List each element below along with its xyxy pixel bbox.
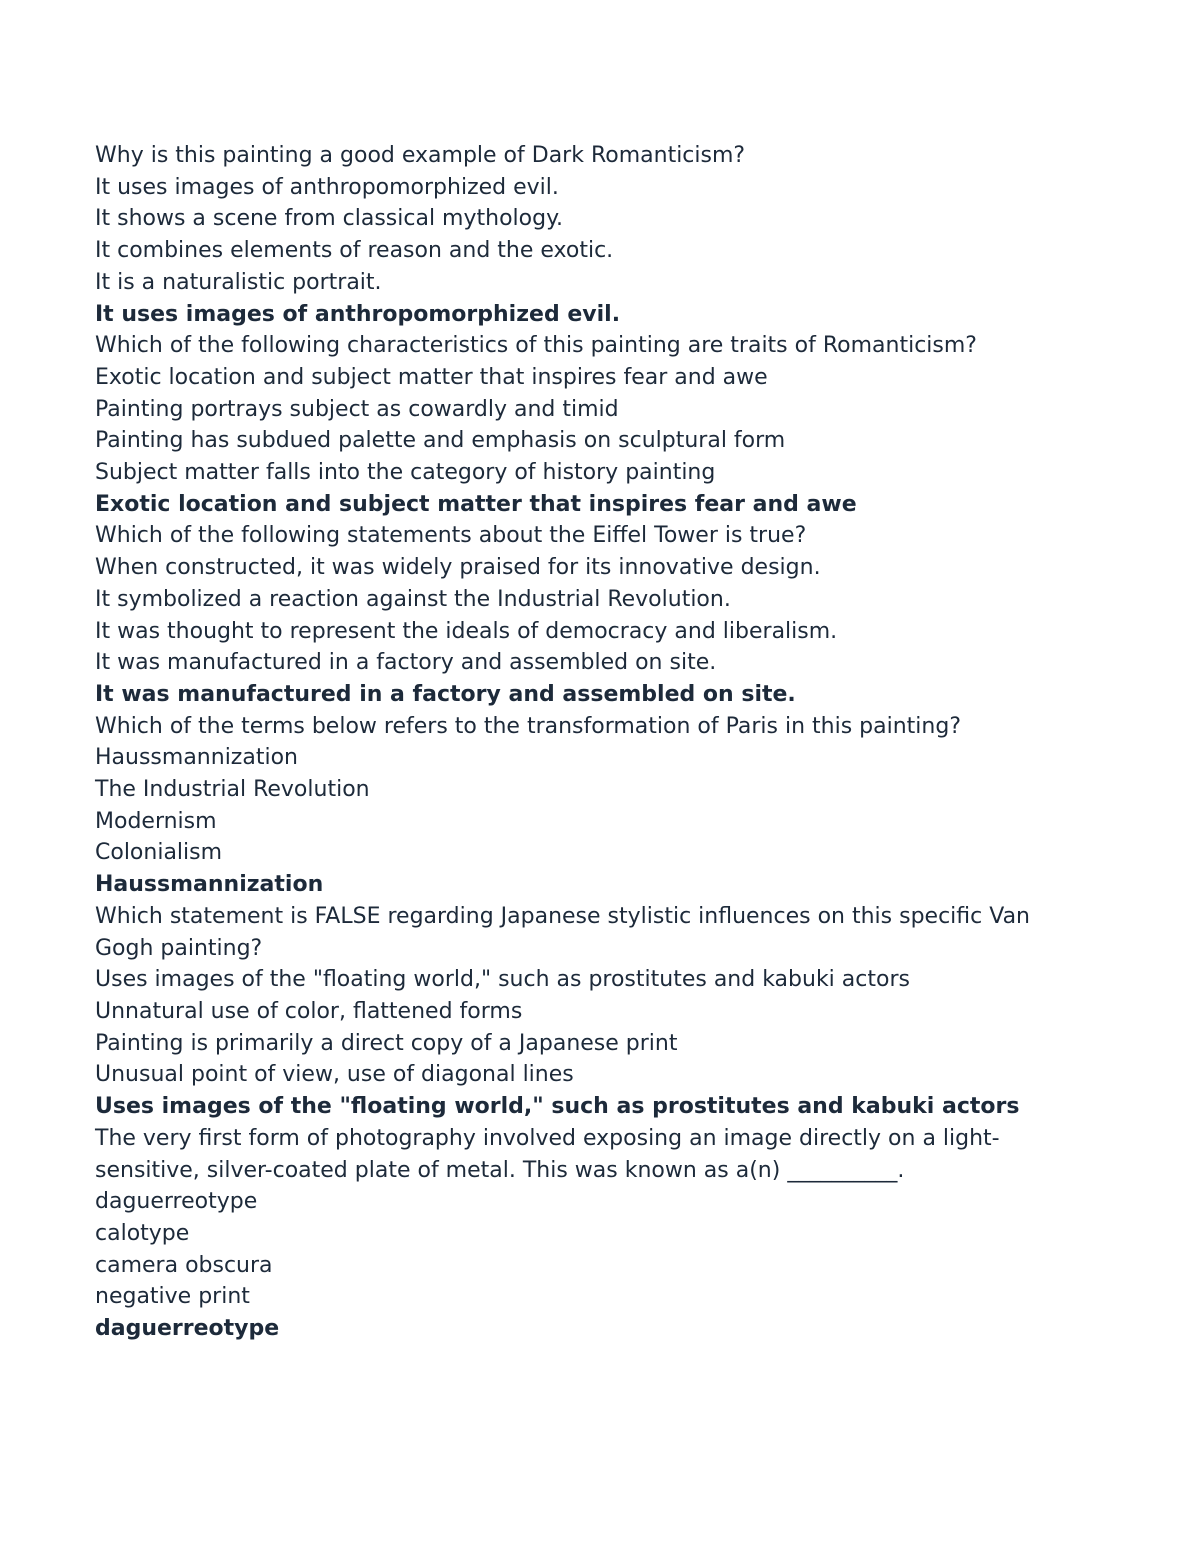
option-text: camera obscura: [95, 1252, 273, 1278]
option-text: Unusual point of view, use of diagonal lines: [95, 1062, 574, 1088]
answer-text: Uses images of the "floating world," such as prostitutes and kabuki actors: [95, 1094, 1020, 1120]
option-text: When constructed, it was widely praised for its innovative design.: [95, 555, 821, 581]
question-block-2: [95, 330, 1065, 520]
option-text: Painting portrays subject as cowardly and timid: [95, 396, 619, 422]
option-text: It was manufactured in a factory and assembled on site.: [95, 650, 717, 676]
option-text: negative print: [95, 1284, 250, 1310]
option-text: It was thought to represent the ideals of democracy and liberalism.: [95, 618, 838, 644]
option-text: It symbolized a reaction against the Industrial Revolution.: [95, 586, 731, 612]
question-text: Which of the terms below refers to the transformation of Paris in this painting?: [95, 713, 962, 739]
answer-text: It uses images of anthropomorphized evil.: [95, 301, 621, 327]
document-page: [95, 140, 1065, 1345]
option-text: Uses images of the "floating world," such as prostitutes and kabuki actors: [95, 967, 910, 993]
option-text: It uses images of anthropomorphized evil.: [95, 174, 559, 200]
option-text: Unnatural use of color, flattened forms: [95, 998, 523, 1024]
option-text: It shows a scene from classical mythology.: [95, 206, 563, 232]
option-text: daguerreotype: [95, 1189, 258, 1215]
question-block-4: [95, 711, 1065, 901]
question-text: Which statement is FALSE regarding Japanese stylistic influences on this specific Van Gogh painting?: [95, 903, 1030, 961]
option-text: Colonialism: [95, 840, 223, 866]
question-text: Which of the following characteristics of this painting are traits of Romanticism?: [95, 333, 977, 359]
question-block-6: [95, 1123, 1065, 1345]
answer-text: Exotic location and subject matter that inspires fear and awe: [95, 491, 857, 517]
answer-text: daguerreotype: [95, 1316, 280, 1342]
option-text: Painting has subdued palette and emphasis on sculptural form: [95, 428, 786, 454]
question-text: Why is this painting a good example of Dark Romanticism?: [95, 143, 746, 168]
option-text: Painting is primarily a direct copy of a Japanese print: [95, 1030, 678, 1056]
option-text: Haussmannization: [95, 745, 298, 771]
option-text: It combines elements of reason and the exotic.: [95, 238, 614, 264]
question-text: Which of the following statements about the Eiffel Tower is true?: [95, 523, 807, 549]
question-text: The very first form of photography involved exposing an image directly on a light-sensitive, silver-coated plate of metal. This was known as a(n) __________.: [95, 1125, 1000, 1183]
option-text: The Industrial Revolution: [95, 777, 370, 803]
option-text: Exotic location and subject matter that inspires fear and awe: [95, 364, 768, 390]
option-text: calotype: [95, 1220, 190, 1246]
question-block-1: [95, 140, 1065, 330]
answer-text: It was manufactured in a factory and assembled on site.: [95, 681, 796, 707]
option-text: It is a naturalistic portrait.: [95, 269, 382, 295]
question-block-5: [95, 901, 1065, 1123]
question-block-3: [95, 520, 1065, 710]
option-text: Modernism: [95, 808, 217, 834]
answer-text: Haussmannization: [95, 872, 324, 898]
option-text: Subject matter falls into the category of history painting: [95, 460, 716, 486]
